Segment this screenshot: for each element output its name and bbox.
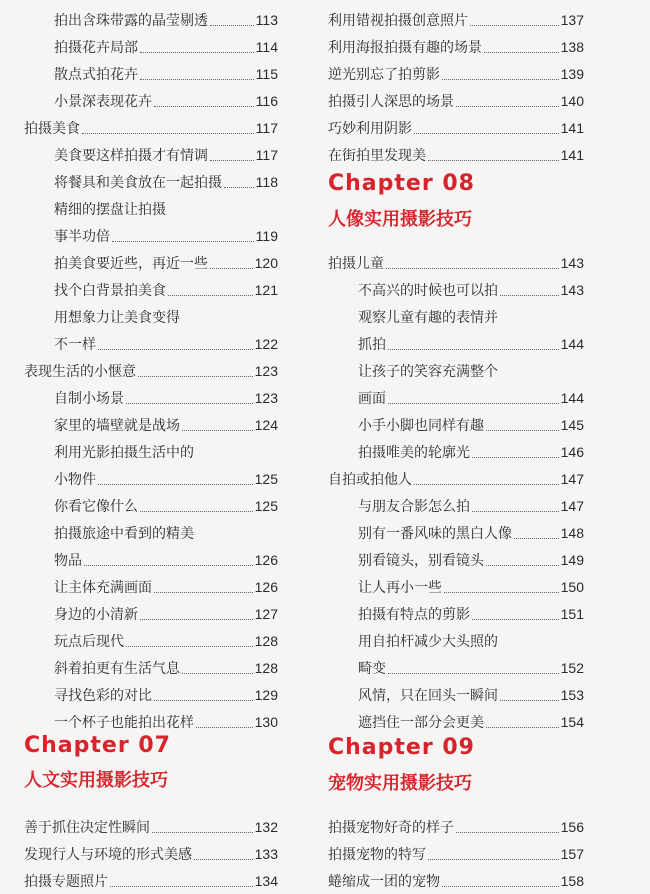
dot-leader bbox=[388, 349, 559, 350]
toc-entry-title: 将餐具和美食放在一起拍摄 bbox=[54, 175, 222, 191]
dot-leader bbox=[456, 832, 559, 833]
dot-leader bbox=[210, 25, 254, 26]
toc-page-number: 150 bbox=[560, 579, 584, 595]
toc-entry-title: 精细的摆盘让拍摄 bbox=[54, 202, 166, 218]
toc-entry-title: 别看镜头，别看镜头 bbox=[358, 553, 484, 569]
dot-leader bbox=[84, 565, 253, 566]
toc-entry-title: 表现生活的小惬意 bbox=[24, 364, 136, 380]
dot-leader bbox=[210, 160, 254, 161]
toc-entry bbox=[54, 494, 278, 518]
toc-entry bbox=[358, 413, 584, 437]
toc-entry bbox=[54, 413, 278, 437]
dot-leader bbox=[500, 700, 559, 701]
toc-entry-title: 家里的墙壁就是战场 bbox=[54, 418, 180, 434]
dot-leader bbox=[138, 376, 253, 377]
toc-entry bbox=[328, 815, 584, 839]
dot-leader bbox=[82, 133, 254, 134]
toc-page-number: 153 bbox=[560, 687, 584, 703]
dot-leader bbox=[514, 538, 559, 539]
dot-leader bbox=[168, 295, 253, 296]
chapter-heading: Chapter 08 bbox=[328, 171, 475, 196]
toc-entry-title: 拍摄引人深思的场景 bbox=[328, 94, 454, 110]
toc-entry-title: 拍摄美食 bbox=[24, 121, 80, 137]
toc-entry-title: 利用错视拍摄创意照片 bbox=[328, 13, 468, 29]
toc-entry bbox=[358, 278, 584, 302]
toc-entry-title: 利用海报拍摄有趣的场景 bbox=[328, 40, 482, 56]
toc-page-number: 143 bbox=[560, 255, 584, 271]
toc-entry bbox=[358, 440, 584, 464]
toc-entry-title: 物品 bbox=[54, 553, 82, 569]
toc-page-number: 123 bbox=[254, 390, 278, 406]
toc-entry bbox=[358, 683, 584, 707]
toc-entry bbox=[54, 170, 278, 194]
toc-page-number: 151 bbox=[560, 606, 584, 622]
toc-page-number: 115 bbox=[255, 66, 278, 82]
toc-page-number: 144 bbox=[560, 390, 584, 406]
toc-entry bbox=[24, 359, 278, 383]
toc-entry-title: 用想象力让美食变得 bbox=[54, 310, 180, 326]
toc-entry-title: 遮挡住一部分会更美 bbox=[358, 715, 484, 731]
toc-entry-title: 拍美食要近些，再近一些 bbox=[54, 256, 208, 272]
dot-leader bbox=[472, 619, 559, 620]
toc-entry bbox=[54, 683, 278, 707]
toc-entry bbox=[328, 89, 584, 113]
dot-leader bbox=[442, 886, 559, 887]
dot-leader bbox=[182, 673, 253, 674]
toc-entry-title: 不高兴的时候也可以拍 bbox=[358, 283, 498, 299]
dot-leader bbox=[414, 133, 559, 134]
toc-entry-title: 在街拍里发现美 bbox=[328, 148, 426, 164]
dot-leader bbox=[140, 619, 253, 620]
toc-page-number: 137 bbox=[560, 12, 584, 28]
toc-page-number: 146 bbox=[560, 444, 584, 460]
toc-page-number: 117 bbox=[255, 120, 278, 136]
toc-entry bbox=[54, 197, 278, 245]
toc-entry bbox=[54, 62, 278, 86]
dot-leader bbox=[154, 592, 253, 593]
toc-entry-title: 利用光影拍摄生活中的 bbox=[54, 445, 194, 461]
toc-entry bbox=[54, 35, 278, 59]
dot-leader bbox=[388, 673, 559, 674]
dot-leader bbox=[472, 511, 559, 512]
toc-entry bbox=[328, 116, 584, 140]
toc-entry bbox=[54, 629, 278, 653]
toc-entry bbox=[358, 710, 584, 734]
toc-entry-title: 拍摄唯美的轮廓光 bbox=[358, 445, 470, 461]
chapter-heading: Chapter 09 bbox=[328, 735, 475, 760]
toc-entry bbox=[328, 251, 584, 275]
toc-entry-title: 让主体充满画面 bbox=[54, 580, 152, 596]
toc-page-number: 114 bbox=[255, 39, 278, 55]
toc-entry-title: 画面 bbox=[358, 391, 386, 407]
toc-entry-title: 让孩子的笑容充满整个 bbox=[358, 364, 498, 380]
dot-leader bbox=[126, 646, 253, 647]
dot-leader bbox=[500, 295, 559, 296]
dot-leader bbox=[182, 430, 253, 431]
toc-page-number: 141 bbox=[560, 147, 584, 163]
dot-leader bbox=[486, 565, 559, 566]
dot-leader bbox=[414, 484, 559, 485]
toc-entry bbox=[54, 521, 278, 569]
dot-leader bbox=[486, 727, 559, 728]
toc-entry-title: 自拍或拍他人 bbox=[328, 472, 412, 488]
dot-leader bbox=[428, 160, 559, 161]
chapter-heading: Chapter 07 bbox=[24, 733, 171, 758]
dot-leader bbox=[224, 187, 254, 188]
toc-entry bbox=[54, 575, 278, 599]
toc-page-number: 158 bbox=[560, 873, 584, 889]
toc-entry bbox=[54, 656, 278, 680]
toc-entry-title: 观察儿童有趣的表情并 bbox=[358, 310, 498, 326]
toc-entry-title: 拍摄儿童 bbox=[328, 256, 384, 272]
toc-page-number: 134 bbox=[254, 873, 278, 889]
toc-entry bbox=[358, 629, 584, 677]
toc-page-number: 139 bbox=[560, 66, 584, 82]
toc-entry bbox=[54, 602, 278, 626]
toc-entry-title: 美食要这样拍摄才有情调 bbox=[54, 148, 208, 164]
dot-leader bbox=[110, 886, 253, 887]
toc-entry-title: 身边的小清新 bbox=[54, 607, 138, 623]
toc-entry-title: 蜷缩成一团的宠物 bbox=[328, 874, 440, 890]
dot-leader bbox=[154, 106, 254, 107]
toc-entry bbox=[358, 548, 584, 572]
toc-entry bbox=[54, 251, 278, 275]
toc-entry bbox=[54, 386, 278, 410]
toc-page-number: 124 bbox=[254, 417, 278, 433]
toc-entry-title: 拍摄宠物好奇的样子 bbox=[328, 820, 454, 836]
toc-entry bbox=[24, 869, 278, 893]
dot-leader bbox=[388, 403, 559, 404]
chapter-subtitle: 人文实用摄影技巧 bbox=[24, 770, 168, 791]
chapter-subtitle: 人像实用摄影技巧 bbox=[328, 209, 472, 230]
toc-entry bbox=[358, 602, 584, 626]
toc-page-number: 125 bbox=[254, 471, 278, 487]
dot-leader bbox=[472, 457, 559, 458]
toc-page-number: 147 bbox=[560, 471, 584, 487]
chapter-subtitle: 宠物实用摄影技巧 bbox=[328, 773, 472, 794]
toc-entry-title: 抓拍 bbox=[358, 337, 386, 353]
toc-entry bbox=[328, 869, 584, 893]
toc-entry-title: 逆光别忘了拍剪影 bbox=[328, 67, 440, 83]
dot-leader bbox=[98, 349, 253, 350]
toc-entry-title: 事半功倍 bbox=[54, 229, 110, 245]
toc-page-number: 145 bbox=[560, 417, 584, 433]
toc-page-number: 149 bbox=[560, 552, 584, 568]
toc-page-number: 123 bbox=[254, 363, 278, 379]
toc-entry-title: 发现行人与环境的形式美感 bbox=[24, 847, 192, 863]
toc-page-number: 122 bbox=[254, 336, 278, 352]
toc-entry bbox=[54, 8, 278, 32]
dot-leader bbox=[442, 79, 559, 80]
toc-entry-title: 玩点后现代 bbox=[54, 634, 124, 650]
toc-entry bbox=[54, 143, 278, 167]
toc-entry bbox=[328, 842, 584, 866]
toc-entry-title: 自制小场景 bbox=[54, 391, 124, 407]
toc-entry-title: 小手小脚也同样有趣 bbox=[358, 418, 484, 434]
toc-entry-title: 拍出含珠带露的晶莹剔透 bbox=[54, 13, 208, 29]
toc-entry-title: 善于抓住决定性瞬间 bbox=[24, 820, 150, 836]
dot-leader bbox=[112, 241, 254, 242]
toc-page-number: 128 bbox=[254, 660, 278, 676]
toc-page-number: 147 bbox=[560, 498, 584, 514]
toc-entry-title: 让人再小一些 bbox=[358, 580, 442, 596]
toc-entry-title: 不一样 bbox=[54, 337, 96, 353]
toc-entry-title: 拍摄专题照片 bbox=[24, 874, 108, 890]
toc-entry-title: 拍摄花卉局部 bbox=[54, 40, 138, 56]
toc-page-number: 119 bbox=[255, 228, 278, 244]
dot-leader bbox=[194, 859, 253, 860]
toc-page-number: 121 bbox=[254, 282, 278, 298]
toc-entry bbox=[358, 359, 584, 407]
toc-entry bbox=[24, 842, 278, 866]
toc-entry-title: 巧妙利用阴影 bbox=[328, 121, 412, 137]
dot-leader bbox=[428, 859, 559, 860]
toc-entry bbox=[24, 116, 278, 140]
toc-page-number: 126 bbox=[254, 579, 278, 595]
toc-entry bbox=[54, 89, 278, 113]
dot-leader bbox=[386, 268, 559, 269]
toc-page-number: 128 bbox=[254, 633, 278, 649]
toc-entry bbox=[328, 143, 584, 167]
toc-entry-title: 找个白背景拍美食 bbox=[54, 283, 166, 299]
toc-page-number: 117 bbox=[255, 147, 278, 163]
toc-entry-title: 小景深表现花卉 bbox=[54, 94, 152, 110]
dot-leader bbox=[140, 79, 254, 80]
toc-page-number: 129 bbox=[254, 687, 278, 703]
toc-entry-title: 散点式拍花卉 bbox=[54, 67, 138, 83]
toc-entry bbox=[358, 494, 584, 518]
toc-entry-title: 拍摄宠物的特写 bbox=[328, 847, 426, 863]
toc-page-number: 140 bbox=[560, 93, 584, 109]
dot-leader bbox=[210, 268, 253, 269]
toc-page-number: 120 bbox=[254, 255, 278, 271]
toc-entry bbox=[54, 278, 278, 302]
toc-entry-title: 拍摄有特点的剪影 bbox=[358, 607, 470, 623]
toc-entry-title: 用自拍杆减少大头照的 bbox=[358, 634, 498, 650]
toc-entry bbox=[358, 305, 584, 353]
dot-leader bbox=[484, 52, 559, 53]
dot-leader bbox=[196, 727, 253, 728]
toc-page-number: 138 bbox=[560, 39, 584, 55]
toc-entry-title: 你看它像什么 bbox=[54, 499, 138, 515]
dot-leader bbox=[486, 430, 559, 431]
toc-entry-title: 斜着拍更有生活气息 bbox=[54, 661, 180, 677]
toc-entry-title: 风情，只在回头一瞬间 bbox=[358, 688, 498, 704]
toc-entry bbox=[358, 521, 584, 545]
dot-leader bbox=[444, 592, 559, 593]
dot-leader bbox=[98, 484, 253, 485]
toc-entry-title: 拍摄旅途中看到的精美 bbox=[54, 526, 194, 542]
toc-entry bbox=[24, 815, 278, 839]
toc-page-number: 144 bbox=[560, 336, 584, 352]
toc-page-number: 127 bbox=[254, 606, 278, 622]
toc-page-number: 152 bbox=[560, 660, 584, 676]
toc-page-number: 141 bbox=[560, 120, 584, 136]
toc-page-number: 154 bbox=[560, 714, 584, 730]
toc-page-number: 130 bbox=[254, 714, 278, 730]
toc-page-number: 126 bbox=[254, 552, 278, 568]
dot-leader bbox=[140, 511, 253, 512]
toc-entry-title: 小物件 bbox=[54, 472, 96, 488]
dot-leader bbox=[126, 403, 253, 404]
toc-entry bbox=[54, 710, 278, 734]
dot-leader bbox=[470, 25, 559, 26]
toc-page-number: 113 bbox=[255, 12, 278, 28]
toc-entry bbox=[54, 440, 278, 488]
toc-page-number: 133 bbox=[254, 846, 278, 862]
toc-entry-title: 一个杯子也能拍出花样 bbox=[54, 715, 194, 731]
toc-entry bbox=[328, 8, 584, 32]
toc-page-number: 156 bbox=[560, 819, 584, 835]
dot-leader bbox=[140, 52, 254, 53]
toc-page-number: 157 bbox=[560, 846, 584, 862]
toc-entry-title: 畸变 bbox=[358, 661, 386, 677]
toc-entry bbox=[328, 467, 584, 491]
toc-entry bbox=[328, 62, 584, 86]
toc-entry-title: 别有一番风味的黑白人像 bbox=[358, 526, 512, 542]
toc-page-number: 118 bbox=[255, 174, 278, 190]
dot-leader bbox=[152, 832, 253, 833]
toc-entry-title: 与朋友合影怎么拍 bbox=[358, 499, 470, 515]
toc-entry bbox=[358, 575, 584, 599]
dot-leader bbox=[456, 106, 559, 107]
toc-page-number: 143 bbox=[560, 282, 584, 298]
dot-leader bbox=[154, 700, 253, 701]
toc-entry-title: 寻找色彩的对比 bbox=[54, 688, 152, 704]
toc-page-number: 148 bbox=[560, 525, 584, 541]
toc-entry bbox=[328, 35, 584, 59]
toc-entry bbox=[54, 305, 278, 353]
toc-page-number: 116 bbox=[255, 93, 278, 109]
toc-page-number: 125 bbox=[254, 498, 278, 514]
toc-page-number: 132 bbox=[254, 819, 278, 835]
